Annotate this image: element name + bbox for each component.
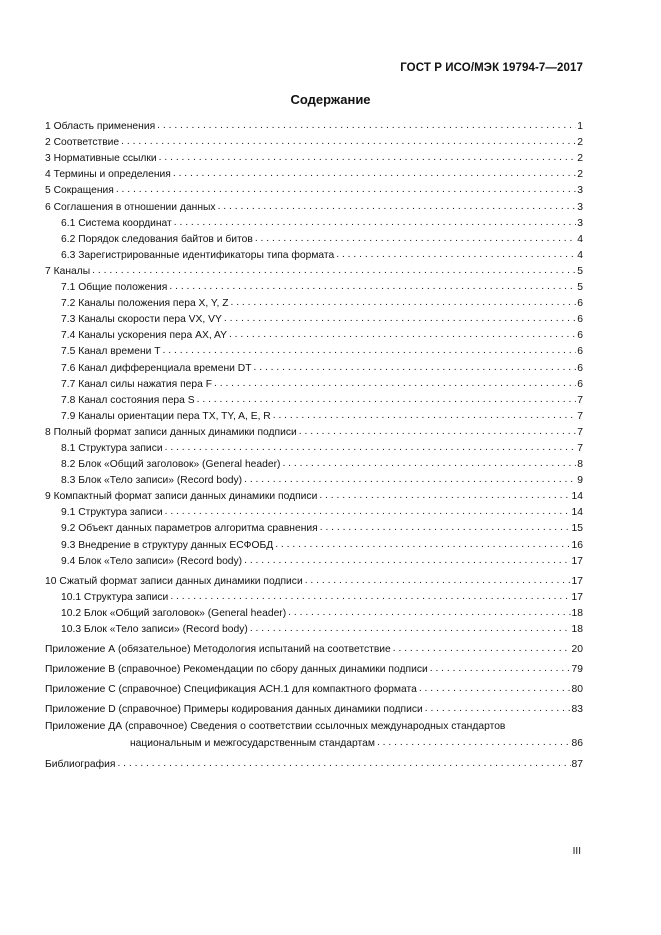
toc-entry[interactable]: 10.3 Блок «Тело записи» (Record body) . . . 18	[45, 620, 583, 636]
toc-entry-appendix-da-title: Приложение ДА (справочное) Сведения о соответствии ссылочных международных стандартов	[45, 721, 506, 733]
toc-entry[interactable]: 9.3 Внедрение в структуру данных ЕСФОБД . . . 16	[45, 535, 583, 551]
toc-entry-appendix-da[interactable]	[45, 720, 583, 750]
toc-entry[interactable]: 8.1 Структура записи . . . 7	[45, 439, 583, 455]
toc-entry[interactable]: 10.1 Структура записи . . . 17	[45, 588, 583, 604]
toc-entry-appendix-a[interactable]: Приложение А (обязательное) Методология испытаний на соответствие . . . 20	[45, 640, 583, 656]
toc-entry[interactable]: 10.2 Блок «Общий заголовок» (General header) . . . 18	[45, 604, 583, 620]
toc-entry-appendix-b[interactable]: Приложение В (справочное) Рекомендации по сбору данных динамики подписи . . . 79	[45, 660, 583, 676]
toc-entry[interactable]: 5 Сокращения . . . 3	[45, 181, 583, 197]
toc-entry[interactable]: 7.6 Канал дифференциала времени DT . . . 6	[45, 358, 583, 374]
toc-entry-bibliography[interactable]: Библиография . . . 87	[45, 754, 583, 770]
toc-entry[interactable]: 7 Каналы . . . 5	[45, 262, 583, 278]
toc-entry[interactable]: 8.2 Блок «Общий заголовок» (General header) . . . 8	[45, 455, 583, 471]
toc-entry-appendix-d[interactable]: Приложение D (справочное) Примеры кодирования данных динамики подписи . . . 83	[45, 700, 583, 716]
toc-entry[interactable]: 7.7 Канал силы нажатия пера F . . . 6	[45, 375, 583, 391]
toc-entry[interactable]: 2 Соответствие . . . 2	[45, 133, 583, 149]
toc-entry[interactable]: 10 Сжатый формат записи данных динамики подписи . . . 17	[45, 572, 583, 588]
toc-entry[interactable]: 7.3 Каналы скорости пера VX, VY . . . 6	[45, 310, 583, 326]
toc-entry-appendix-da-cont: национальным и межгосударственным стандартам . . . 86	[45, 734, 583, 750]
toc-entry[interactable]: 7.8 Канал состояния пера S . . . 7	[45, 391, 583, 407]
toc-entry[interactable]: 7.4 Каналы ускорения пера AX, AY . . . 6	[45, 326, 583, 342]
toc-entry[interactable]: 7.1 Общие положения . . . 5	[45, 278, 583, 294]
toc-entry[interactable]: 4 Термины и определения . . . 2	[45, 165, 583, 181]
toc-entry[interactable]: 8.3 Блок «Тело записи» (Record body) . . . 9	[45, 471, 583, 487]
toc-entry[interactable]: 6 Соглашения в отношении данных . . . 3	[45, 197, 583, 213]
toc-entry[interactable]: 9.2 Объект данных параметров алгоритма сравнения . . . 15	[45, 519, 583, 535]
toc-entry[interactable]: 6.1 Система координат . . . 3	[45, 214, 583, 230]
toc-entry[interactable]: 7.9 Каналы ориентации пера TX, TY, A, E, R . . . 7	[45, 407, 583, 423]
table-of-contents	[45, 117, 583, 771]
toc-title: Содержание	[290, 92, 371, 107]
toc-entry[interactable]: 8 Полный формат записи данных динамики подписи . . . 7	[45, 423, 583, 439]
toc-entry[interactable]: 9.4 Блок «Тело записи» (Record body) . . . 17	[45, 552, 583, 568]
toc-entry[interactable]: 9 Компактный формат записи данных динамики подписи . . . 14	[45, 487, 583, 503]
toc-entry[interactable]: 6.2 Порядок следования байтов и битов . . . 4	[45, 230, 583, 246]
toc-entry[interactable]: 9.1 Структура записи . . . 14	[45, 503, 583, 519]
toc-entry[interactable]: 7.5 Канал времени T . . . 6	[45, 342, 583, 358]
toc-entry[interactable]: 6.3 Зарегистрированные идентификаторы типа формата . . . 4	[45, 246, 583, 262]
toc-entry[interactable]: 1 Область применения . . . 1	[45, 117, 583, 133]
toc-entry-appendix-c[interactable]: Приложение С (справочное) Спецификация АСН.1 для компактного формата . . . 80	[45, 680, 583, 696]
toc-entry[interactable]: 3 Нормативные ссылки . . . 2	[45, 149, 583, 165]
document-header-standard: ГОСТ Р ИСО/МЭК 19794-7—2017	[400, 62, 583, 74]
toc-entry[interactable]: 7.2 Каналы положения пера X, Y, Z . . . 6	[45, 294, 583, 310]
page-number: III	[572, 846, 581, 857]
